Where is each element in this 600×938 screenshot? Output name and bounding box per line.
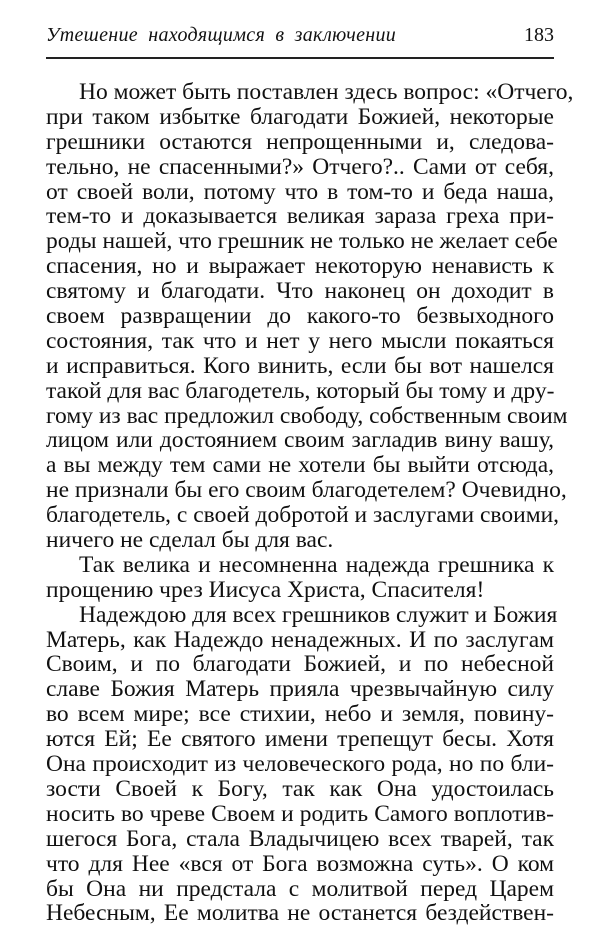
text-line: такой для вас благодетель, который бы тому и дру- <box>46 377 555 404</box>
page-header <box>46 24 554 54</box>
page-number: 183 <box>524 24 554 46</box>
text-line: грешники остаются непрощенными и, следова- <box>46 128 554 155</box>
page-body <box>46 79 574 927</box>
text-line: благодетель, с своей добротой и заслугами своими, <box>46 502 560 529</box>
text-line: спасения, но и выражает некоторую ненависть к <box>46 253 554 280</box>
text-line: Своим, и по благодати Божией, и по небесной <box>46 651 554 678</box>
text-line: Так велика и несомненна надежда грешника к <box>79 551 554 578</box>
text-line: славе Божия Матерь прияла чрезвычайную силу <box>46 676 554 703</box>
text-line: при таком избытке благодати Божией, некоторые <box>46 103 554 130</box>
text-line: Надеждою для всех грешников служит и Божия <box>79 601 558 628</box>
text-line: Матерь, как Надеждо ненадежных. И по заслугам <box>46 626 554 653</box>
paragraph <box>46 601 558 927</box>
text-line: состояния, так что и нет у него мысли покаяться <box>46 327 554 354</box>
text-line: ются Ей; Ее святого имени трепещут бесы. Хотя <box>46 726 554 753</box>
text-line: не признали бы его своим благодетелем? Очевидно, <box>46 477 567 504</box>
text-line: бы Она ни предстала с молитвой перед Царем <box>46 875 554 902</box>
text-line: а вы между тем сами не хотели бы выйти отсюда, <box>46 452 554 479</box>
text-line: Но может быть поставлен здесь вопрос: «Отчего, <box>79 79 574 105</box>
text-line: зости Своей к Богу, так как Она удостоилась <box>46 775 554 802</box>
text-line: что для Нее «вся от Бога возможна суть». О ком <box>46 850 554 877</box>
text-line: лицом или достоянием своим загладив вину вашу, <box>46 427 554 454</box>
text-line: тельно, не спасенными?» Отчего?.. Сами от себя, <box>46 153 554 180</box>
text-line: гому из вас предложил свободу, собственным своим <box>46 402 568 429</box>
text-line: и исправиться. Кого винить, если бы вот нашелся <box>46 352 554 379</box>
text-line: прощению чрез Иисуса Христа, Спасителя! <box>46 576 485 603</box>
paragraph <box>46 553 554 603</box>
text-line: носить во чреве Своем и родить Самого воплотив- <box>46 800 554 827</box>
header-rule <box>46 57 554 59</box>
paragraph <box>46 79 574 554</box>
text-line: своем развращении до какого-то безвыходного <box>46 303 554 330</box>
text-line: роды нашей, что грешник не только не желает себе <box>46 228 558 255</box>
text-line: во всем мире; все стихии, небо и земля, повину- <box>46 701 554 728</box>
text-line: Она происходит из человеческого рода, но по бли- <box>46 751 554 778</box>
text-line: от своей воли, потому что в том-то и беда наша, <box>46 178 554 205</box>
text-line: ничего не сделал бы для вас. <box>46 527 334 554</box>
text-line: Небесным, Ее молитва не останется бездействен- <box>46 900 554 927</box>
running-title: Утешение находящимся в заключении <box>46 24 397 46</box>
text-line: тем-то и доказывается великая зараза греха при- <box>46 203 554 230</box>
text-line: шегося Бога, стала Владычицею всех тварей, так <box>46 825 554 852</box>
text-line: святому и благодати. Что наконец он доходит в <box>46 278 554 305</box>
